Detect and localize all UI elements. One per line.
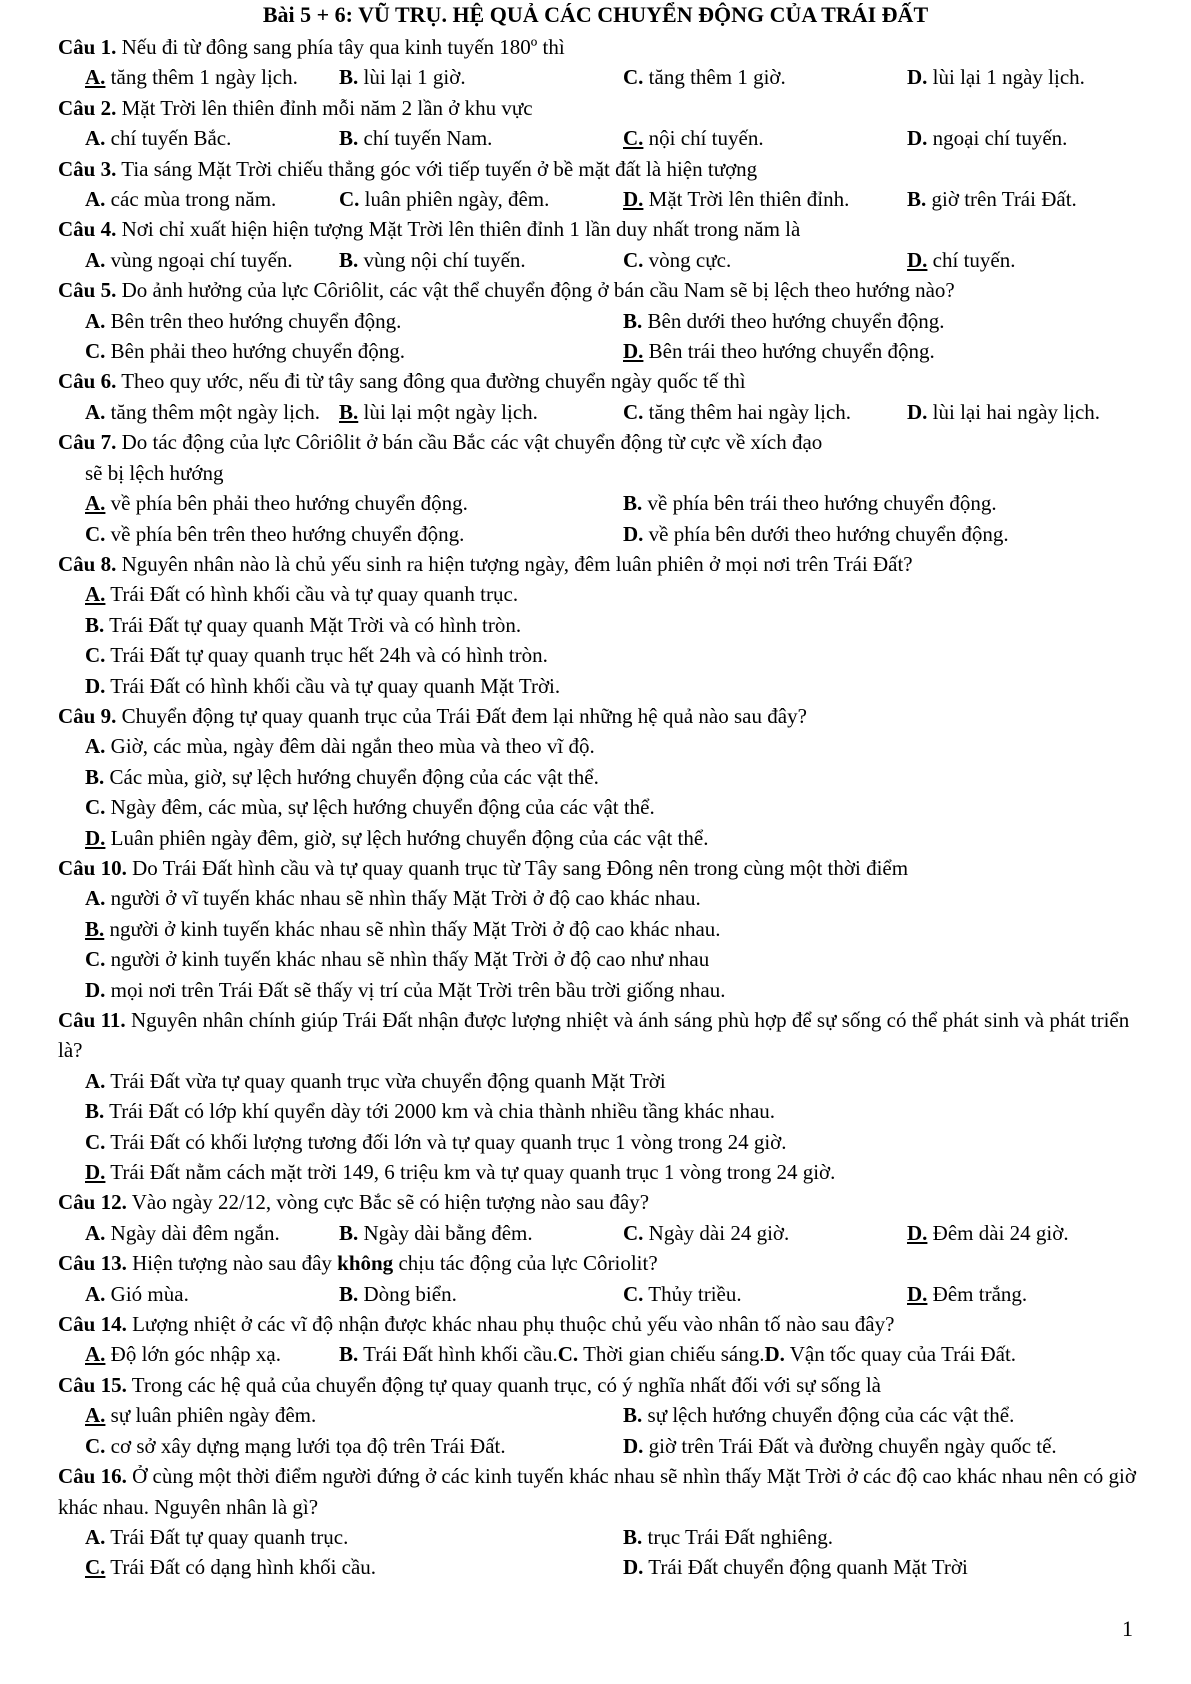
question-14	[58, 1309, 1138, 1370]
option-text: Trái Đất có hình khối cầu và tự quay quanh trục.	[110, 582, 519, 607]
option-letter: D.	[85, 673, 106, 698]
question-1	[58, 32, 1138, 93]
option-letter: A.	[85, 1524, 106, 1549]
answer-option	[85, 1096, 775, 1126]
answer-option	[85, 123, 339, 153]
answer-option	[623, 336, 935, 366]
answer-option	[85, 610, 521, 640]
option-text: Trái Đất tự quay quanh trục.	[110, 1524, 349, 1549]
option-text: Ngày dài bằng đêm.	[363, 1220, 533, 1245]
option-letter: A.	[85, 1281, 106, 1306]
answer-option	[85, 1339, 339, 1369]
option-text: Đêm trắng.	[932, 1281, 1028, 1306]
question-label: Câu 14.	[58, 1312, 127, 1337]
option-text: Trái Đất tự quay quanh Mặt Trời và có hình tròn.	[109, 612, 522, 637]
answer-option	[339, 62, 623, 92]
option-text: giờ trên Trái Đất.	[931, 187, 1077, 212]
question-9	[58, 701, 1138, 853]
question-text: Nguyên nhân nào là chủ yếu sinh ra hiện tượng ngày, đêm luân phiên ở mọi nơi trên Trái Đất?	[121, 551, 913, 576]
option-letter: A.	[85, 582, 106, 607]
option-letter: B.	[623, 308, 643, 333]
question-3	[58, 154, 1138, 215]
question-label: Câu 15.	[58, 1372, 127, 1397]
answer-option	[85, 883, 701, 913]
question-text: chịu tác động của lực Côriolit?	[393, 1251, 658, 1276]
answer-option	[85, 975, 726, 1005]
question-text: Mặt Trời lên thiên đỉnh mỗi năm 2 lần ở khu vực	[121, 95, 533, 120]
question-label: Câu 8.	[58, 551, 117, 576]
option-letter: C.	[85, 947, 106, 972]
option-letter: B.	[339, 399, 359, 424]
option-letter: D.	[907, 399, 928, 424]
option-text: Vận tốc quay của Trái Đất.	[789, 1342, 1017, 1367]
option-letter: A.	[85, 1403, 106, 1428]
option-text: Bên phải theo hướng chuyển động.	[110, 339, 405, 364]
option-letter: C.	[339, 187, 360, 212]
answer-option	[907, 62, 1085, 92]
option-text: Ngày dài đêm ngắn.	[110, 1220, 280, 1245]
option-letter: B.	[339, 247, 359, 272]
options-row	[58, 519, 1138, 549]
option-text: Trái Đất tự quay quanh trục hết 24h và có hình tròn.	[110, 643, 548, 668]
option-letter: C.	[85, 1433, 106, 1458]
option-letter: B.	[339, 1342, 359, 1367]
question-15	[58, 1370, 1138, 1461]
option-text: tăng thêm một ngày lịch.	[110, 399, 321, 424]
option-text: các mùa trong năm.	[110, 187, 277, 212]
answer-option	[85, 1279, 339, 1309]
answer-option	[339, 397, 623, 427]
question-text: Do Trái Đất hình cầu và tự quay quanh trục từ Tây sang Đông nên trong cùng một thời điểm	[132, 855, 909, 880]
answer-option	[907, 1218, 1069, 1248]
answer-option	[85, 762, 599, 792]
option-text: tăng thêm 1 ngày lịch.	[110, 65, 298, 90]
options-row	[58, 123, 1138, 153]
options-row	[58, 1157, 1138, 1187]
option-text: tăng thêm hai ngày lịch.	[648, 399, 852, 424]
question-label: Câu 9.	[58, 703, 117, 728]
option-text: chí tuyến Bắc.	[110, 126, 232, 151]
options-row	[58, 944, 1138, 974]
option-text: Bên trái theo hướng chuyển động.	[648, 339, 935, 364]
option-letter: C.	[85, 339, 106, 364]
options-row	[58, 823, 1138, 853]
option-letter: B.	[623, 1524, 643, 1549]
option-letter: A.	[85, 1220, 106, 1245]
question-stem	[58, 32, 1138, 62]
question-6	[58, 366, 1138, 427]
question-label: Câu 1.	[58, 35, 117, 59]
options-row	[58, 245, 1138, 275]
question-stem	[58, 1187, 1138, 1217]
option-text: lùi lại 1 giờ.	[363, 65, 466, 90]
option-letter: D.	[907, 1281, 928, 1306]
option-letter: D.	[623, 339, 644, 364]
answer-option	[85, 1552, 623, 1582]
answer-option	[85, 1522, 623, 1552]
question-stem	[58, 549, 1138, 579]
option-letter: D.	[623, 521, 644, 546]
options-row	[58, 1096, 1138, 1126]
option-text: Bên trên theo hướng chuyển động.	[110, 308, 402, 333]
option-text: luân phiên ngày, đêm.	[364, 187, 550, 212]
question-stem	[58, 1005, 1138, 1066]
option-letter: B.	[339, 1220, 359, 1245]
option-text: Giờ, các mùa, ngày đêm dài ngắn theo mùa và theo vĩ độ.	[110, 734, 595, 759]
question-text: Nơi chỉ xuất hiện hiện tượng Mặt Trời lên thiên đỉnh 1 lần duy nhất trong năm là	[121, 217, 801, 242]
option-letter: D.	[764, 1342, 785, 1367]
option-text: Ngày dài 24 giờ.	[648, 1220, 790, 1245]
options-row	[58, 397, 1138, 427]
question-13	[58, 1248, 1138, 1309]
option-text: Bên dưới theo hướng chuyển động.	[647, 308, 945, 333]
answer-option	[85, 62, 339, 92]
question-label: Câu 13.	[58, 1251, 127, 1276]
option-letter: B.	[85, 612, 105, 637]
question-text: Lượng nhiệt ở các vĩ độ nhận được khác nhau phụ thuộc chủ yếu vào nhân tố nào sau đây?	[132, 1312, 895, 1337]
answer-option	[339, 1218, 623, 1248]
option-text: vòng cực.	[648, 247, 732, 272]
answer-option	[623, 1431, 1057, 1461]
option-text: Thời gian chiếu sáng.	[583, 1342, 765, 1367]
question-text: Nguyên nhân chính giúp Trái Đất nhận được lượng nhiệt và ánh sáng phù hợp để sự sống có thể phát sinh và phát triển là?	[58, 1008, 1130, 1063]
options-row	[58, 1339, 1138, 1369]
question-label: Câu 5.	[58, 278, 117, 303]
option-letter: D.	[623, 1433, 644, 1458]
answer-option	[339, 184, 623, 214]
option-letter: C.	[623, 247, 644, 272]
option-text: Mặt Trời lên thiên đỉnh.	[648, 187, 850, 212]
option-text: về phía bên dưới theo hướng chuyển động.	[648, 521, 1009, 546]
answer-option	[85, 671, 560, 701]
answer-option	[85, 1400, 623, 1430]
answer-option	[85, 944, 709, 974]
question-7	[58, 427, 1138, 549]
option-text: Đêm dài 24 giờ.	[932, 1220, 1069, 1245]
answer-option	[85, 914, 721, 944]
option-text: Trái Đất có hình khối cầu và tự quay quanh Mặt Trời.	[110, 673, 561, 698]
question-5	[58, 275, 1138, 366]
answer-option	[339, 1279, 623, 1309]
answer-option	[907, 397, 1100, 427]
option-text: cơ sở xây dựng mạng lưới tọa độ trên Trái Đất.	[110, 1433, 506, 1458]
options-row	[58, 731, 1138, 761]
question-text: Do ảnh hưởng của lực Côriôlit, các vật thể chuyển động ở bán cầu Nam sẽ bị lệch theo hướng nào?	[121, 278, 955, 303]
option-letter: A.	[85, 399, 106, 424]
option-letter: C.	[85, 643, 106, 668]
options-row	[58, 306, 1138, 336]
question-11	[58, 1005, 1138, 1187]
option-letter: C.	[85, 795, 106, 820]
answer-option	[85, 397, 339, 427]
question-text: Theo quy ước, nếu đi từ tây sang đông qua đường chuyển ngày quốc tế thì	[121, 369, 746, 394]
option-text: Trái Đất có khối lượng tương đối lớn và tự quay quanh trục 1 vòng trong 24 giờ.	[110, 1129, 787, 1154]
option-text: Các mùa, giờ, sự lệch hướng chuyển động của các vật thể.	[109, 764, 599, 789]
answer-option	[85, 488, 623, 518]
page-title: Bài 5 + 6: VŨ TRỤ. HỆ QUẢ CÁC CHUYỂN ĐỘNG CỦA TRÁI ĐẤT	[262, 2, 929, 27]
option-letter: C.	[557, 1342, 579, 1367]
answer-option	[623, 1279, 907, 1309]
option-text: lùi lại 1 ngày lịch.	[932, 65, 1085, 90]
answer-option	[623, 62, 907, 92]
option-letter: B.	[339, 65, 359, 90]
answer-option	[907, 245, 1015, 275]
option-text: lùi lại một ngày lịch.	[363, 399, 538, 424]
answer-option	[85, 579, 518, 609]
option-text: trục Trái Đất nghiêng.	[647, 1524, 833, 1549]
answer-option	[85, 245, 339, 275]
option-letter: C.	[85, 1129, 106, 1154]
option-letter: A.	[85, 65, 106, 90]
option-text: vùng nội chí tuyến.	[363, 247, 526, 272]
answer-option	[764, 1339, 1016, 1369]
question-stem	[58, 1370, 1138, 1400]
option-text: Thủy triều.	[648, 1281, 742, 1306]
answer-option	[623, 397, 907, 427]
question-label: Câu 3.	[58, 156, 117, 181]
option-text: người ở kinh tuyến khác nhau sẽ nhìn thấy Mặt Trời ở độ cao khác nhau.	[109, 916, 721, 941]
option-letter: A.	[85, 126, 106, 151]
question-stem	[58, 701, 1138, 731]
question-stem	[58, 275, 1138, 305]
option-text: chí tuyến.	[932, 247, 1016, 272]
question-label: Câu 7.	[58, 430, 117, 455]
question-label: Câu 4.	[58, 217, 117, 242]
options-row	[58, 1400, 1138, 1430]
question-10	[58, 853, 1138, 1005]
options-row	[58, 1127, 1138, 1157]
answer-option	[85, 1157, 835, 1187]
option-letter: A.	[85, 1068, 106, 1093]
option-text: sự lệch hướng chuyển động của các vật thể.	[647, 1403, 1015, 1428]
question-stem	[58, 1309, 1138, 1339]
answer-option	[339, 1339, 558, 1369]
question-stem	[58, 1461, 1138, 1522]
question-text: Trong các hệ quả của chuyển động tự quay quanh trục, có ý nghĩa nhất đối với sự sống là	[131, 1372, 881, 1397]
question-8	[58, 549, 1138, 701]
option-letter: B.	[339, 126, 359, 151]
option-text: về phía bên trái theo hướng chuyển động.	[647, 491, 997, 516]
question-emphasis: không	[337, 1251, 394, 1276]
option-letter: B.	[623, 1403, 643, 1428]
options-row	[58, 883, 1138, 913]
question-stem	[58, 214, 1138, 244]
question-4	[58, 214, 1138, 275]
answer-option	[339, 123, 623, 153]
answer-option	[623, 488, 997, 518]
answer-option	[339, 245, 623, 275]
option-text: về phía bên phải theo hướng chuyển động.	[110, 491, 468, 516]
answer-option	[907, 123, 1067, 153]
question-16	[58, 1461, 1138, 1583]
options-row	[58, 610, 1138, 640]
question-label: Câu 11.	[58, 1008, 126, 1032]
answer-option	[85, 823, 708, 853]
answer-option	[623, 519, 1009, 549]
question-text: Do tác động của lực Côriôlit ở bán cầu Bắc các vật chuyển động từ cực về xích đạo	[121, 430, 823, 455]
answer-option	[623, 184, 907, 214]
options-row	[58, 792, 1138, 822]
option-letter: C.	[85, 521, 106, 546]
answer-option	[85, 306, 623, 336]
option-text: người ở vĩ tuyến khác nhau sẽ nhìn thấy Mặt Trời ở độ cao khác nhau.	[110, 886, 701, 911]
options-row	[58, 1552, 1138, 1582]
answer-option	[623, 1552, 968, 1582]
question-text: Ở cùng một thời điểm người đứng ở các kinh tuyến khác nhau sẽ nhìn thấy Mặt Trời ở các độ cao khác nhau nên có giờ khác nhau. Nguyên nhân là gì?	[58, 1464, 1136, 1519]
option-letter: C.	[623, 1281, 644, 1306]
question-label: Câu 6.	[58, 369, 117, 394]
option-letter: B.	[339, 1281, 359, 1306]
option-letter: D.	[85, 1160, 106, 1185]
option-text: người ở kinh tuyến khác nhau sẽ nhìn thấy Mặt Trời ở độ cao như nhau	[110, 947, 710, 972]
option-text: tăng thêm 1 giờ.	[648, 65, 786, 90]
answer-option	[85, 731, 595, 761]
option-letter: D.	[85, 825, 106, 850]
question-stem	[58, 853, 1138, 883]
page-number: 1	[1122, 1616, 1133, 1641]
answer-option	[907, 184, 1077, 214]
answer-option	[85, 640, 548, 670]
option-text: Trái Đất có dạng hình khối cầu.	[110, 1555, 377, 1580]
option-text: Trái Đất hình khối cầu.	[363, 1342, 558, 1367]
option-text: nội chí tuyến.	[648, 126, 764, 151]
option-letter: D.	[907, 126, 928, 151]
question-stem	[58, 93, 1138, 123]
option-letter: A.	[85, 886, 106, 911]
answer-option	[623, 1400, 1014, 1430]
answer-option	[85, 184, 339, 214]
question-text: Chuyển động tự quay quanh trục của Trái Đất đem lại những hệ quả nào sau đây?	[121, 703, 807, 728]
question-stem	[58, 1248, 1138, 1278]
question-text: Hiện tượng nào sau đây	[132, 1251, 338, 1276]
option-text: vùng ngoại chí tuyến.	[110, 247, 293, 272]
answer-option	[85, 519, 623, 549]
question-stem	[58, 427, 1138, 457]
options-row	[58, 1431, 1138, 1461]
option-text: chí tuyến Nam.	[363, 126, 493, 151]
option-text: giờ trên Trái Đất và đường chuyển ngày quốc tế.	[648, 1433, 1057, 1458]
option-letter: D.	[623, 187, 644, 212]
options-row	[58, 1522, 1138, 1552]
question-label: Câu 10.	[58, 855, 127, 880]
option-letter: B.	[85, 764, 105, 789]
answer-option	[623, 306, 944, 336]
answer-option	[623, 245, 907, 275]
answer-option	[85, 792, 655, 822]
option-letter: C.	[623, 126, 644, 151]
options-row	[58, 1279, 1138, 1309]
options-row	[58, 762, 1138, 792]
question-stem	[58, 366, 1138, 396]
option-letter: B.	[623, 491, 643, 516]
option-letter: A.	[85, 247, 106, 272]
options-row	[58, 640, 1138, 670]
answer-option	[85, 1431, 623, 1461]
option-text: Trái Đất chuyển động quanh Mặt Trời	[648, 1555, 968, 1580]
option-text: mọi nơi trên Trái Đất sẽ thấy vị trí của Mặt Trời trên bầu trời giống nhau.	[110, 977, 726, 1002]
option-text: Trái Đất vừa tự quay quanh trục vừa chuyển động quanh Mặt Trời	[110, 1068, 666, 1093]
option-text: Gió mùa.	[110, 1281, 189, 1306]
option-letter: D.	[623, 1555, 644, 1580]
option-text: lùi lại hai ngày lịch.	[932, 399, 1101, 424]
option-text: Luân phiên ngày đêm, giờ, sự lệch hướng chuyển động của các vật thể.	[110, 825, 709, 850]
options-row	[58, 1066, 1138, 1096]
answer-option	[907, 1279, 1027, 1309]
answer-option	[558, 1339, 765, 1369]
option-letter: B.	[907, 187, 927, 212]
answer-option	[623, 1218, 907, 1248]
answer-option	[85, 336, 623, 366]
question-text: Tia sáng Mặt Trời chiếu thẳng góc với tiếp tuyến ở bề mặt đất là hiện tượng	[121, 156, 758, 181]
question-text: Vào ngày 22/12, vòng cực Bắc sẽ có hiện tượng nào sau đây?	[131, 1190, 650, 1215]
option-letter: A.	[85, 1342, 106, 1367]
option-text: Ngày đêm, các mùa, sự lệch hướng chuyển động của các vật thể.	[110, 795, 655, 820]
option-letter: D.	[907, 1220, 928, 1245]
question-label: Câu 16.	[58, 1464, 127, 1489]
question-2	[58, 93, 1138, 154]
options-row	[58, 62, 1138, 92]
answer-option	[85, 1127, 787, 1157]
options-row	[58, 184, 1138, 214]
option-text: Trái Đất nằm cách mặt trời 149, 6 triệu km và tự quay quanh trục 1 vòng trong 24 giờ.	[110, 1160, 836, 1185]
question-label: Câu 2.	[58, 95, 117, 120]
question-list	[58, 32, 1138, 1583]
answer-option	[623, 123, 907, 153]
option-letter: C.	[623, 1220, 644, 1245]
answer-option	[85, 1066, 666, 1096]
option-letter: D.	[85, 977, 106, 1002]
option-text: về phía bên trên theo hướng chuyển động.	[110, 521, 465, 546]
options-row	[58, 488, 1138, 518]
options-row	[58, 975, 1138, 1005]
question-12	[58, 1187, 1138, 1248]
option-letter: B.	[85, 1099, 105, 1124]
option-letter: A.	[85, 308, 106, 333]
question-text: Nếu đi từ đông sang phía tây qua kinh tuyến 180º thì	[121, 35, 565, 59]
option-text: Trái Đất có lớp khí quyển dày tới 2000 km và chia thành nhiều tầng khác nhau.	[109, 1099, 776, 1124]
options-row	[58, 1218, 1138, 1248]
answer-option	[85, 1218, 339, 1248]
option-text: Độ lớn góc nhập xạ.	[110, 1342, 281, 1367]
question-stem	[58, 154, 1138, 184]
options-row	[58, 336, 1138, 366]
question-continuation: sẽ bị lệch hướng	[85, 460, 224, 485]
option-letter: C.	[623, 65, 644, 90]
options-row	[58, 579, 1138, 609]
option-letter: A.	[85, 491, 106, 516]
option-letter: B.	[85, 916, 105, 941]
option-text: Dòng biển.	[363, 1281, 457, 1306]
options-row	[58, 914, 1138, 944]
answer-option	[623, 1522, 833, 1552]
question-label: Câu 12.	[58, 1190, 127, 1215]
option-letter: C.	[85, 1555, 106, 1580]
option-letter: A.	[85, 187, 106, 212]
option-letter: D.	[907, 65, 928, 90]
options-row	[58, 671, 1138, 701]
option-letter: D.	[907, 247, 928, 272]
option-letter: A.	[85, 734, 106, 759]
option-letter: C.	[623, 399, 644, 424]
option-text: ngoại chí tuyến.	[932, 126, 1068, 151]
option-text: sự luân phiên ngày đêm.	[110, 1403, 317, 1428]
